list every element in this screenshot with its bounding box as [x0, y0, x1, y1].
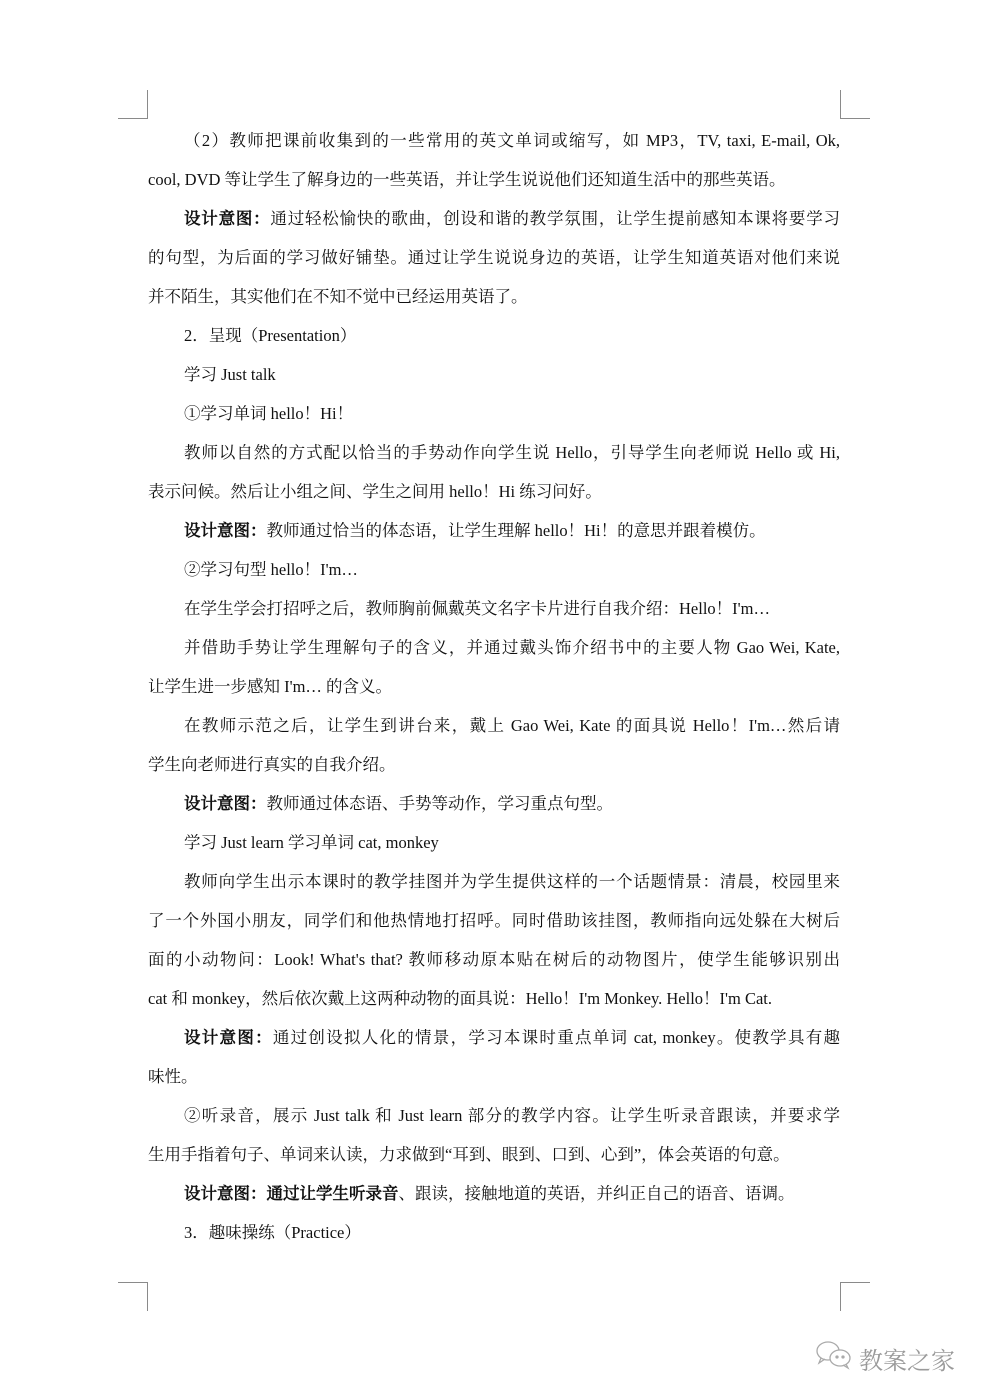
text-line: [148, 667, 840, 706]
text-line: [184, 121, 840, 160]
line-text: 教师通过体态语、手势等动作，学习重点句型。: [266, 794, 613, 813]
text-line: [184, 511, 840, 550]
line-text: 面的小动物问：Look! What's that? 教师移动原本贴在树后的动物图片，使学生能够识别出: [148, 950, 840, 969]
line-text: 通过创设拟人化的情景，学习本课时重点单词 cat, monkey。使教学具有趣: [272, 1028, 840, 1047]
text-line: [184, 1018, 840, 1057]
text-line: [184, 550, 840, 589]
design-intent-label: 设计意图：: [184, 209, 271, 228]
line-text: 教师以自然的方式配以恰当的手势动作向学生说 Hello，引导学生向老师说 Hello 或 Hi,: [184, 443, 840, 462]
text-line: [184, 589, 840, 628]
text-line: [184, 394, 840, 433]
watermark: [815, 1340, 955, 1376]
line-text: 在学生学会打招呼之后，教师胸前佩戴英文名字卡片进行自我介绍：Hello！I'm…: [184, 599, 770, 618]
design-intent-label: 设计意图：: [184, 794, 267, 813]
line-text: 3．趣味操练（Practice）: [184, 1223, 361, 1242]
text-line: [184, 1174, 840, 1213]
text-line: [148, 472, 840, 511]
text-line: [148, 1057, 840, 1096]
line-text: 味性。: [148, 1067, 198, 1086]
line-text: 生用手指着句子、单词来认读，力求做到“耳到、眼到、口到、心到”，体会英语的句意。: [148, 1145, 790, 1164]
watermark-text: 教案之家: [859, 1346, 955, 1375]
line-text: ①学习单词 hello！Hi！: [184, 404, 354, 423]
line-text: cool, DVD 等让学生了解身边的一些英语，并让学生说说他们还知道生活中的那些英语。: [148, 170, 786, 189]
design-intent-label: 设计意图：: [184, 521, 267, 540]
text-line: [148, 160, 840, 199]
line-text: 在教师示范之后，让学生到讲台来，戴上 Gao Wei, Kate 的面具说 Hello！I'm…然后请: [184, 716, 840, 735]
design-intent-label: 设计意图：通过让学生听录音: [184, 1184, 399, 1203]
text-line: [148, 238, 840, 277]
text-line: [184, 199, 840, 238]
text-line: [184, 316, 840, 355]
line-text: ②学习句型 hello！I'm…: [184, 560, 358, 579]
line-text: 表示问候。然后让小组之间、学生之间用 hello！Hi 练习问好。: [148, 482, 602, 501]
text-line: [184, 1096, 840, 1135]
text-line: [184, 628, 840, 667]
text-line: [148, 940, 840, 979]
wechat-icon: [815, 1340, 853, 1376]
line-text: 学习 Just talk: [184, 365, 276, 384]
text-line: [148, 1135, 840, 1174]
line-text: 教师向学生出示本课时的教学挂图并为学生提供这样的一个话题情景：清晨，校园里来: [184, 872, 840, 891]
line-text: ②听录音，展示 Just talk 和 Just learn 部分的教学内容。让学生听录音跟读，并要求学: [184, 1106, 840, 1125]
line-text: 、跟读，接触地道的英语，并纠正自己的语音、语调。: [398, 1184, 795, 1203]
design-intent-label: 设计意图：: [184, 1028, 273, 1047]
text-line: [184, 784, 840, 823]
line-text: 通过轻松愉快的歌曲，创设和谐的教学氛围，让学生提前感知本课将要学习: [270, 209, 840, 228]
text-line: [184, 433, 840, 472]
text-line: [184, 706, 840, 745]
text-line: [148, 979, 840, 1018]
line-text: 学生向老师进行真实的自我介绍。: [148, 755, 396, 774]
line-text: 2．呈现（Presentation）: [184, 326, 357, 345]
line-text: cat 和 monkey，然后依次戴上这两种动物的面具说：Hello！I'm Monkey. Hello！I'm Cat.: [148, 989, 773, 1008]
line-text: 学习 Just learn 学习单词 cat, monkey: [184, 833, 439, 852]
line-text: 的句型，为后面的学习做好铺垫。通过让学生说说身边的英语，让学生知道英语对他们来说: [148, 248, 840, 267]
text-line: [148, 901, 840, 940]
text-line: [184, 355, 840, 394]
text-line: [184, 862, 840, 901]
text-line: [184, 823, 840, 862]
text-line: [148, 745, 840, 784]
line-text: （2）教师把课前收集到的一些常用的英文单词或缩写，如 MP3，TV, taxi, E-mail, Ok,: [184, 131, 840, 150]
line-text: 让学生进一步感知 I'm… 的含义。: [148, 677, 393, 696]
line-text: 教师通过恰当的体态语，让学生理解 hello！Hi！的意思并跟着模仿。: [266, 521, 766, 540]
line-text: 了一个外国小朋友，同学们和他热情地打招呼。同时借助该挂图，教师指向远处躲在大树后: [148, 911, 840, 930]
text-line: [184, 1213, 840, 1252]
line-text: 并不陌生，其实他们在不知不觉中已经运用英语了。: [148, 287, 528, 306]
text-line: [148, 277, 840, 316]
line-text: 并借助手势让学生理解句子的含义，并通过戴头饰介绍书中的主要人物 Gao Wei, Kate,: [184, 638, 840, 657]
